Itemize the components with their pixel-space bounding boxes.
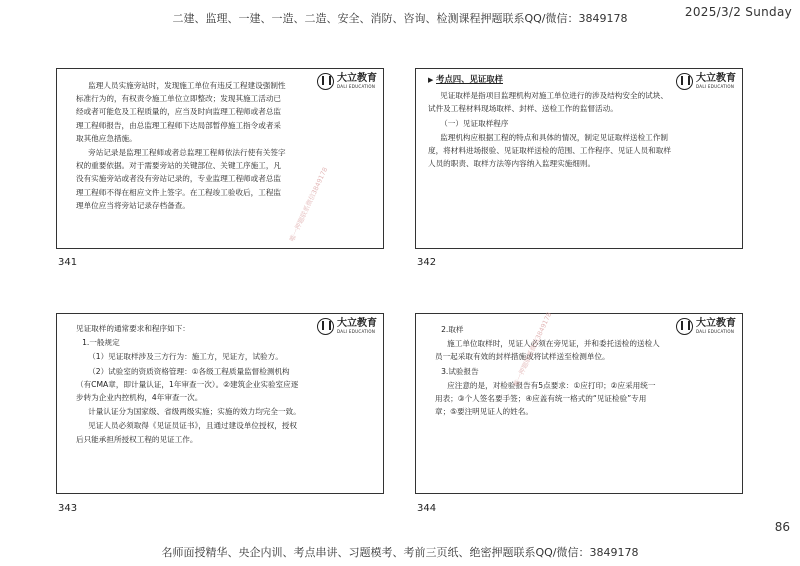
dali-logo-icon xyxy=(317,73,334,90)
paragraph: （2）试验室的资质资格管理：①各级工程质量监督检测机构（有CMA章，即计量认证，1年审查一次）。②建筑企业实验室应逐步转为企业内控机构，4年审查一次。 xyxy=(76,366,299,403)
logo xyxy=(317,73,377,90)
logo-name-cn: 大立教育 xyxy=(337,318,377,329)
paragraph: 监理人员实施旁站时，发现施工单位有违反工程建设强制性标准行为的，有权责令施工单位立即整改；发现其施工活动已经或者可能危及工程质量的，应当及时向监理工程师或者总监理工程师报告，由总监理工程师下达局部暂停施工指令或者采取其他应急措施。 xyxy=(76,81,286,143)
watermark: 唯一押题联系微信3849178 xyxy=(511,311,554,388)
dali-logo-icon xyxy=(317,318,334,335)
paragraph: 计量认证分为国家级、省级两级实施；实施的效力均完全一致。 xyxy=(88,407,301,417)
header-text: 二建、监理、一建、一造、二造、安全、消防、咨询、检测课程押题联系QQ/微信：3849178 xyxy=(172,12,628,25)
subheading: 1.一般规定 xyxy=(82,338,120,348)
logo-name-cn: 大立教育 xyxy=(337,73,377,84)
footer-text: 名师面授精华、央企内训、考点串讲、习题模考、考前三页纸、绝密押题联系QQ/微信：3849178 xyxy=(161,546,639,559)
paragraph: 监理机构应根据工程的特点和具体的情况，制定见证取样送检工作制度，将材料进场报验、见证取样送检的范围、工作程序、见证人员和取样人员的职责、取样方法等内容纳入监理实施细则。 xyxy=(428,132,671,169)
paragraph: 施工单位取样时，见证人必须在旁见证，并和委托送检的送检人员一起采取有效的封样措施或将试样送至检测单位。 xyxy=(435,339,660,362)
paragraph: （1）见证取样涉及三方行为：施工方，见证方，试验方。 xyxy=(88,352,283,362)
logo xyxy=(676,73,736,90)
slide-number: 343 xyxy=(58,503,78,514)
logo-name-en: DALI EDUCATION xyxy=(337,84,376,89)
logo-name-en: DALI EDUCATION xyxy=(696,84,735,89)
subheading: 2.取样 xyxy=(441,325,464,334)
slide-344 xyxy=(415,313,743,494)
slide-content xyxy=(76,79,288,213)
slide-number: 341 xyxy=(58,257,78,268)
paragraph: 见证取样是指项目监理机构对施工单位进行的涉及结构安全的试块、试件及工程材料现场取样、封样、送检工作的监督活动。 xyxy=(428,91,668,114)
slide-number: 344 xyxy=(417,503,437,514)
logo-name-en: DALI EDUCATION xyxy=(337,329,376,334)
slide-341 xyxy=(56,68,384,249)
slide-content xyxy=(76,322,302,447)
slide-content xyxy=(435,323,661,419)
subheading: （一）见证取样程序 xyxy=(440,118,509,128)
slide-heading: 考点四、见证取样 xyxy=(436,74,503,84)
watermark: 唯一押题联系微信3849178 xyxy=(287,166,330,243)
logo xyxy=(317,318,377,335)
page-number: 86 xyxy=(774,520,790,534)
logo xyxy=(676,318,736,335)
slide-343 xyxy=(56,313,384,494)
paragraph: 见证人员必须取得《见证员证书》，且通过建设单位授权，授权后只能承担所授权工程的见证工作。 xyxy=(76,421,297,444)
dali-logo-icon xyxy=(676,73,693,90)
dali-logo-icon xyxy=(676,318,693,335)
bullet-icon: ▶ xyxy=(428,76,434,84)
date-text: 2025/3/2 Sunday xyxy=(684,5,792,19)
paragraph: 旁站记录是监理工程师或者总监理工程师依法行使有关签字权的重要依据。对于需要旁站的关键部位、关键工序施工，凡没有实施旁站或者没有旁站记录的，专业监理工程师或者总监理工程师不得在相应文件上签字。在工程竣工验收后，工程监理单位应当将旁站记录存档备查。 xyxy=(76,148,286,210)
slide-content xyxy=(428,73,671,171)
slide-342 xyxy=(415,68,743,249)
logo-name-en: DALI EDUCATION xyxy=(696,329,735,334)
paragraph: 见证取样的通常要求和程序如下： xyxy=(76,324,190,333)
paragraph: 应注意的是，对检验报告有5点要求：①应打印；②应采用统一用表；③个人签名要手签；④应盖有统一格式的“见证检验”专用章；⑤要注明见证人的姓名。 xyxy=(435,380,656,417)
logo-name-cn: 大立教育 xyxy=(696,73,736,84)
slide-number: 342 xyxy=(417,257,437,268)
logo-name-cn: 大立教育 xyxy=(696,318,736,329)
subheading: 3.试验报告 xyxy=(441,366,479,376)
